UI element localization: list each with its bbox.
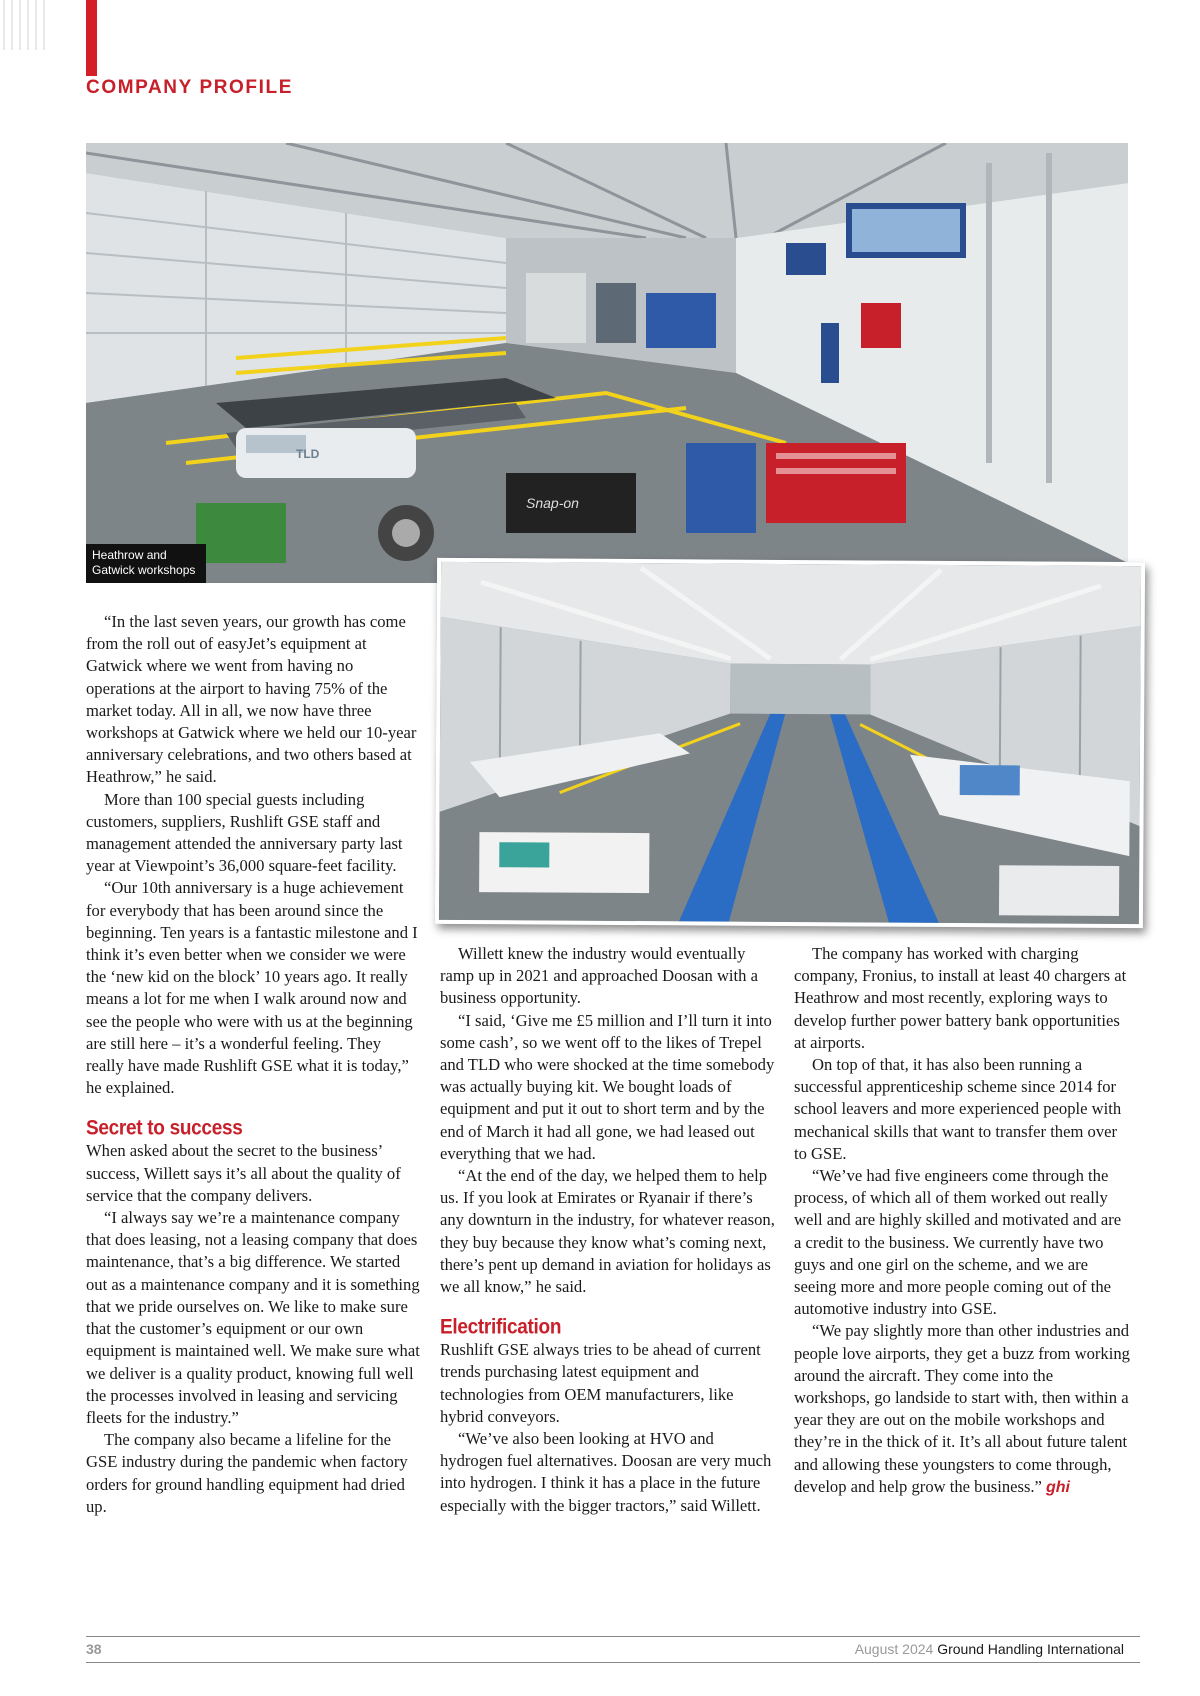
- paragraph: “At the end of the day, we helped them to help us. If you look at Emirates or Ryanair if there’s any downturn in the industry, for whatever reason, they buy because they know what’s coming next, there’s pent up demand in aviation for holidays as we all know,” he said.: [440, 1166, 775, 1297]
- article-column-3: [794, 943, 1130, 1499]
- photo-caption-line-1: Heathrow and: [92, 548, 167, 562]
- paragraph: Rushlift GSE always tries to be ahead of current trends purchasing latest equipment and technologies from OEM manufacturers, like hybrid conveyors.: [440, 1340, 761, 1426]
- tug-brand-label: TLD: [296, 447, 320, 461]
- article-column-1: [86, 611, 420, 1518]
- paragraph: “In the last seven years, our growth has come from the roll out of easyJet’s equipment at Gatwick where we went from having no operations at the airport to having 75% of the market today. All in all, we now have three workshops at Gatwick where we held our 10-year anniversary celebrations, and two others based at Heathrow,” he said.: [86, 612, 417, 787]
- paragraph: Willett knew the industry would eventually ramp up in 2021 and approached Doosan with a business opportunity.: [440, 944, 758, 1008]
- paragraph: “Our 10th anniversary is a huge achievement for everybody that has been around since the beginning. Ten years is a fantastic milestone and I think it’s even better when we consider we were the ‘new kid on the block’ 10 years ago. It really means a lot for me when I walk around now and see the people who were with us at the beginning are still here – it’s a wonderful feeling. They really have made Rushlift GSE what it is today,” he explained.: [86, 878, 418, 1098]
- paragraph-text: “We pay slightly more than other industries and people love airports, they get a buzz from working around the aircraft. They come into the workshops, go landside to start with, then within a year they are out on the mobile workshops and they’re in the thick of it. It’s all about future talent and allowing these youngsters to come through, develop and help grow the business.”: [794, 1321, 1130, 1496]
- paragraph: The company has worked with charging company, Fronius, to install at least 40 chargers at Heathrow and most recently, exploring ways to develop further power battery bank opportunities at airports.: [794, 944, 1127, 1052]
- subheading-electrification: Electrification: [440, 1316, 562, 1340]
- workshop-photo-inset: [435, 558, 1145, 928]
- article-column-2: [440, 943, 778, 1517]
- photo-caption-line-2: Gatwick workshops: [92, 563, 196, 577]
- paragraph: “I said, ‘Give me £5 million and I’ll turn it into some cash’, so we went off to the likes of Trepel and TLD who were shocked at the time somebody was actually buying kit. We bought loads of equipment and put it out to short term and by the end of March it had all gone, we had leased out everything that we had.: [440, 1010, 775, 1163]
- paragraph: When asked about the secret to the business’ success, Willett says it’s all about the quality of service that the company delivers.: [86, 1141, 401, 1205]
- paragraph: “We’ve also been looking at HVO and hydrogen fuel alternatives. Doosan are very much into hydrogen. I think it has a place in the future especially with the bigger tractors,” said Willett.: [440, 1429, 772, 1515]
- section-accent-bar: [86, 0, 97, 76]
- photo-caption: [86, 544, 206, 583]
- end-mark-logo: ghi: [1045, 1478, 1070, 1496]
- corner-decoration: [0, 0, 70, 50]
- page-number: 38: [86, 1641, 102, 1657]
- paragraph: “I always say we’re a maintenance company that does leasing, not a leasing company that does maintenance, that’s a big difference. We started out as a maintenance company and it is something that we pride ourselves on. We like to make sure that the customer’s equipment or our own equipment is maintained well. We make sure what we deliver is a quality product, knowing full well the processes involved in leasing and servicing fleets for the industry.”: [86, 1208, 420, 1427]
- footer-publication: [855, 1641, 1124, 1657]
- paragraph: The company also became a lifeline for the GSE industry during the pandemic when factory orders for ground handling equipment had dried up.: [86, 1430, 408, 1516]
- paragraph: [794, 1320, 1130, 1499]
- subheading-secret-to-success: Secret to success: [86, 1117, 243, 1141]
- footer-rule-bottom: [86, 1662, 1140, 1663]
- footer-issue-date: August 2024: [854, 1641, 934, 1657]
- footer-publication-name: Ground Handling International: [937, 1641, 1124, 1657]
- paragraph: More than 100 special guests including customers, suppliers, Rushlift GSE staff and management attended the anniversary party last year at Viewpoint’s 36,000 square-feet facility.: [86, 789, 403, 876]
- toolbox-brand-label: Snap-on: [526, 495, 579, 511]
- paragraph: “We’ve had five engineers come through the process, of which all of them worked out really well and are highly skilled and motivated and are a credit to the business. We currently have two guys and one girl on the scheme, and we are seeing more and more people coming out of the automotive industry into GSE.: [794, 1166, 1122, 1319]
- paragraph: On top of that, it has also been running a successful apprenticeship scheme since 2014 for school leavers and more experienced people with mechanical skills that want to transfer them over to GSE.: [794, 1055, 1122, 1163]
- footer-rule-top: [86, 1636, 1140, 1637]
- section-label: COMPANY PROFILE: [86, 77, 293, 98]
- workshop-photo-main: [86, 143, 1128, 583]
